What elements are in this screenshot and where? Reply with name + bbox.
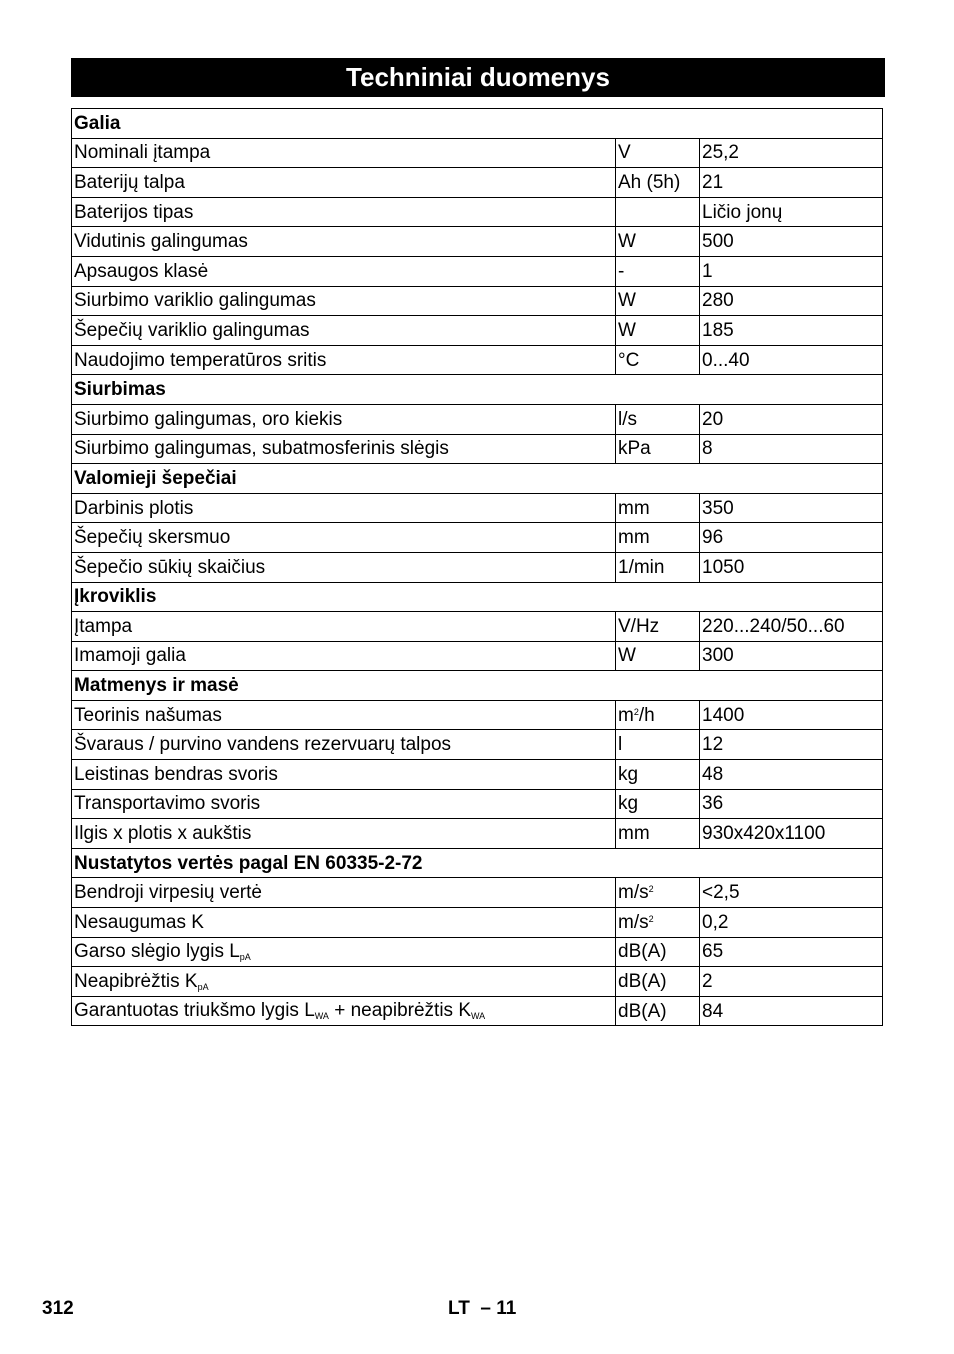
spec-label-cell [72,937,616,967]
spec-label: Apsaugos klasė [74,260,209,282]
section-header-row [72,671,883,701]
spec-label-cell [72,316,616,346]
spec-unit-cell [616,523,700,553]
spec-value-cell [700,523,883,553]
spec-label: Siurbimo variklio galingumas [74,290,316,312]
spec-value: 8 [702,438,713,460]
spec-unit-cell [616,612,700,642]
spec-value: 1 [702,260,713,282]
spec-label-cell [72,760,616,790]
spec-value-cell [700,612,883,642]
spec-unit-superscript: 2 [648,913,654,924]
spec-label-cell [72,700,616,730]
spec-unit-superscript: 2 [648,884,654,895]
spec-unit: dB(A) [618,941,667,963]
section-heading: Įkroviklis [72,582,883,612]
spec-unit-suffix: /h [638,704,655,726]
table-row [72,523,883,553]
spec-label-subscript: pA [197,981,209,992]
section-heading: Galia [72,109,883,139]
spec-value: 300 [702,645,734,667]
spec-unit: l [618,734,623,756]
spec-label-cell [72,493,616,523]
spec-label-cell [72,730,616,760]
spec-unit-cell [616,878,700,908]
spec-value: 0,2 [702,911,729,933]
spec-unit-cell [616,316,700,346]
specs-table [71,108,883,1026]
spec-unit: °C [618,349,640,371]
section-heading: Valomieji šepečiai [72,464,883,494]
spec-label-cell [72,819,616,849]
spec-unit-cell [616,760,700,790]
spec-unit: Ah (5h) [618,171,681,193]
table-row [72,227,883,257]
spec-value-cell [700,256,883,286]
spec-unit-superscript: 2 [633,706,639,717]
spec-label: Siurbimo galingumas, subatmosferinis slėgis [74,438,449,460]
spec-unit: mm [618,527,650,549]
spec-value: 48 [702,763,724,785]
spec-value: 930x420x1100 [702,823,826,845]
spec-label: Įtampa [74,615,133,637]
spec-value-cell [700,760,883,790]
table-row [72,434,883,464]
spec-label-cell [72,552,616,582]
table-row [72,197,883,227]
spec-unit: mm [618,497,650,519]
spec-value: 12 [702,734,724,756]
spec-value: 185 [702,319,734,341]
table-row [72,878,883,908]
spec-unit: kg [618,793,639,815]
spec-value: 2 [702,971,713,993]
spec-label: Teorinis našumas [74,704,222,726]
spec-value-cell [700,493,883,523]
spec-unit-cell [616,908,700,938]
spec-label: Neapibrėžtis K [74,970,198,992]
spec-value: 20 [702,408,724,430]
spec-unit-cell [616,168,700,198]
table-row [72,316,883,346]
section-header-row [72,375,883,405]
spec-unit-cell [616,641,700,671]
spec-label-cell [72,138,616,168]
spec-value-cell [700,138,883,168]
table-row [72,138,883,168]
spec-unit-cell [616,256,700,286]
spec-unit: kg [618,763,639,785]
spec-label-subscript: WA [314,1011,329,1022]
section-header-row [72,582,883,612]
spec-value-cell [700,937,883,967]
spec-label-cell [72,612,616,642]
spec-value: 21 [702,171,724,193]
spec-value-cell [700,819,883,849]
section-heading: Siurbimas [72,375,883,405]
spec-label-cell [72,641,616,671]
spec-unit: W [618,319,636,341]
table-row [72,404,883,434]
table-row [72,612,883,642]
table-row [72,641,883,671]
spec-unit: kPa [618,438,651,460]
spec-label-cell [72,878,616,908]
spec-value-cell [700,730,883,760]
table-row [72,552,883,582]
spec-unit: V/Hz [618,615,660,637]
spec-unit: dB(A) [618,971,667,993]
section-heading: Nustatytos vertės pagal EN 60335-2-72 [72,848,883,878]
spec-value-cell [700,286,883,316]
spec-unit-cell [616,937,700,967]
spec-label: Siurbimo galingumas, oro kiekis [74,408,343,430]
table-row [72,168,883,198]
table-row [72,345,883,375]
page-number: 312 [42,1298,74,1319]
spec-value-cell [700,345,883,375]
table-row [72,286,883,316]
table-row [72,730,883,760]
spec-value-cell [700,789,883,819]
spec-unit: m/s [618,911,649,933]
spec-unit: mm [618,823,650,845]
spec-unit: m [618,704,634,726]
spec-label-subscript: WA [471,1011,486,1022]
spec-label: Šepečio sūkių skaičius [74,556,266,578]
spec-label-cell [72,197,616,227]
spec-unit: W [618,645,636,667]
spec-value: 350 [702,497,734,519]
spec-value-cell [700,197,883,227]
spec-label: Garantuotas triukšmo lygis L [74,1000,315,1022]
spec-unit-cell [616,819,700,849]
table-row [72,760,883,790]
spec-unit-cell [616,493,700,523]
section-heading: Matmenys ir masė [72,671,883,701]
table-row [72,789,883,819]
spec-label-cell [72,227,616,257]
spec-label-subscript: pA [239,951,251,962]
table-row [72,996,883,1026]
spec-value: 280 [702,290,734,312]
section-header-row [72,848,883,878]
table-row [72,967,883,997]
page-label: LT – 11 [448,1298,517,1319]
spec-unit: W [618,231,636,253]
spec-label-cell [72,967,616,997]
spec-label-cell [72,168,616,198]
page-title: Techniniai duomenys [71,58,885,97]
spec-value: 96 [702,527,724,549]
table-row [72,493,883,523]
spec-label-cell [72,256,616,286]
spec-value-cell [700,552,883,582]
spec-label: Leistinas bendras svoris [74,763,278,785]
section-header-row [72,109,883,139]
spec-value: 65 [702,941,724,963]
spec-value: 0...40 [702,349,750,371]
table-row [72,256,883,286]
spec-value: <2,5 [702,882,740,904]
spec-label: Baterijos tipas [74,201,194,223]
spec-value-cell [700,878,883,908]
spec-label: Naudojimo temperatūros sritis [74,349,327,371]
spec-label-cell [72,345,616,375]
spec-label-cell [72,789,616,819]
spec-label: Šepečių skersmuo [74,527,231,549]
spec-value-cell [700,434,883,464]
spec-value-cell [700,316,883,346]
spec-label-cell [72,286,616,316]
spec-label-cell [72,404,616,434]
spec-label: Nesaugumas K [74,911,204,933]
spec-unit-cell [616,345,700,375]
spec-label-cell [72,523,616,553]
spec-value-cell [700,700,883,730]
spec-value: 84 [702,1000,724,1022]
spec-label: Ilgis x plotis x aukštis [74,823,252,845]
spec-value-cell [700,967,883,997]
spec-value: 1050 [702,556,745,578]
table-row [72,908,883,938]
table-row [72,819,883,849]
spec-unit-cell [616,286,700,316]
spec-label-continuation: + neapibrėžtis K [328,1000,471,1022]
spec-label: Transportavimo svoris [74,793,261,815]
spec-value: 36 [702,793,724,815]
spec-value-cell [700,908,883,938]
table-row [72,700,883,730]
spec-unit-cell [616,227,700,257]
spec-label: Baterijų talpa [74,171,185,193]
spec-value: 25,2 [702,142,739,164]
spec-label: Šepečių variklio galingumas [74,319,310,341]
spec-unit: - [618,260,625,282]
spec-label-cell [72,908,616,938]
section-header-row [72,464,883,494]
spec-value-cell [700,404,883,434]
spec-value: 500 [702,231,734,253]
spec-label: Švaraus / purvino vandens rezervuarų talpos [74,734,452,756]
spec-unit: 1/min [618,556,665,578]
spec-unit-cell [616,552,700,582]
spec-value-cell [700,168,883,198]
spec-unit: l/s [618,408,637,430]
spec-unit: V [618,142,631,164]
spec-unit-cell [616,138,700,168]
spec-unit: W [618,290,636,312]
spec-value-cell [700,227,883,257]
spec-unit: dB(A) [618,1000,667,1022]
spec-value-cell [700,996,883,1026]
spec-label: Bendroji virpesių vertė [74,882,262,904]
spec-unit: m/s [618,882,649,904]
spec-value: 1400 [702,704,745,726]
spec-unit-cell [616,700,700,730]
spec-unit-cell [616,967,700,997]
spec-unit-cell [616,996,700,1026]
spec-value: 220...240/50...60 [702,615,845,637]
spec-label: Garso slėgio lygis L [74,940,240,962]
spec-label-cell [72,434,616,464]
table-row [72,937,883,967]
spec-unit-cell [616,730,700,760]
spec-label: Imamoji galia [74,645,186,667]
spec-unit-cell [616,434,700,464]
spec-value-cell [700,641,883,671]
spec-unit-cell [616,789,700,819]
spec-label: Nominali įtampa [74,142,211,164]
spec-label: Vidutinis galingumas [74,231,248,253]
spec-value: Ličio jonų [702,201,783,223]
spec-unit-cell [616,197,700,227]
spec-label: Darbinis plotis [74,497,194,519]
spec-label-cell [72,996,616,1026]
spec-unit-cell [616,404,700,434]
